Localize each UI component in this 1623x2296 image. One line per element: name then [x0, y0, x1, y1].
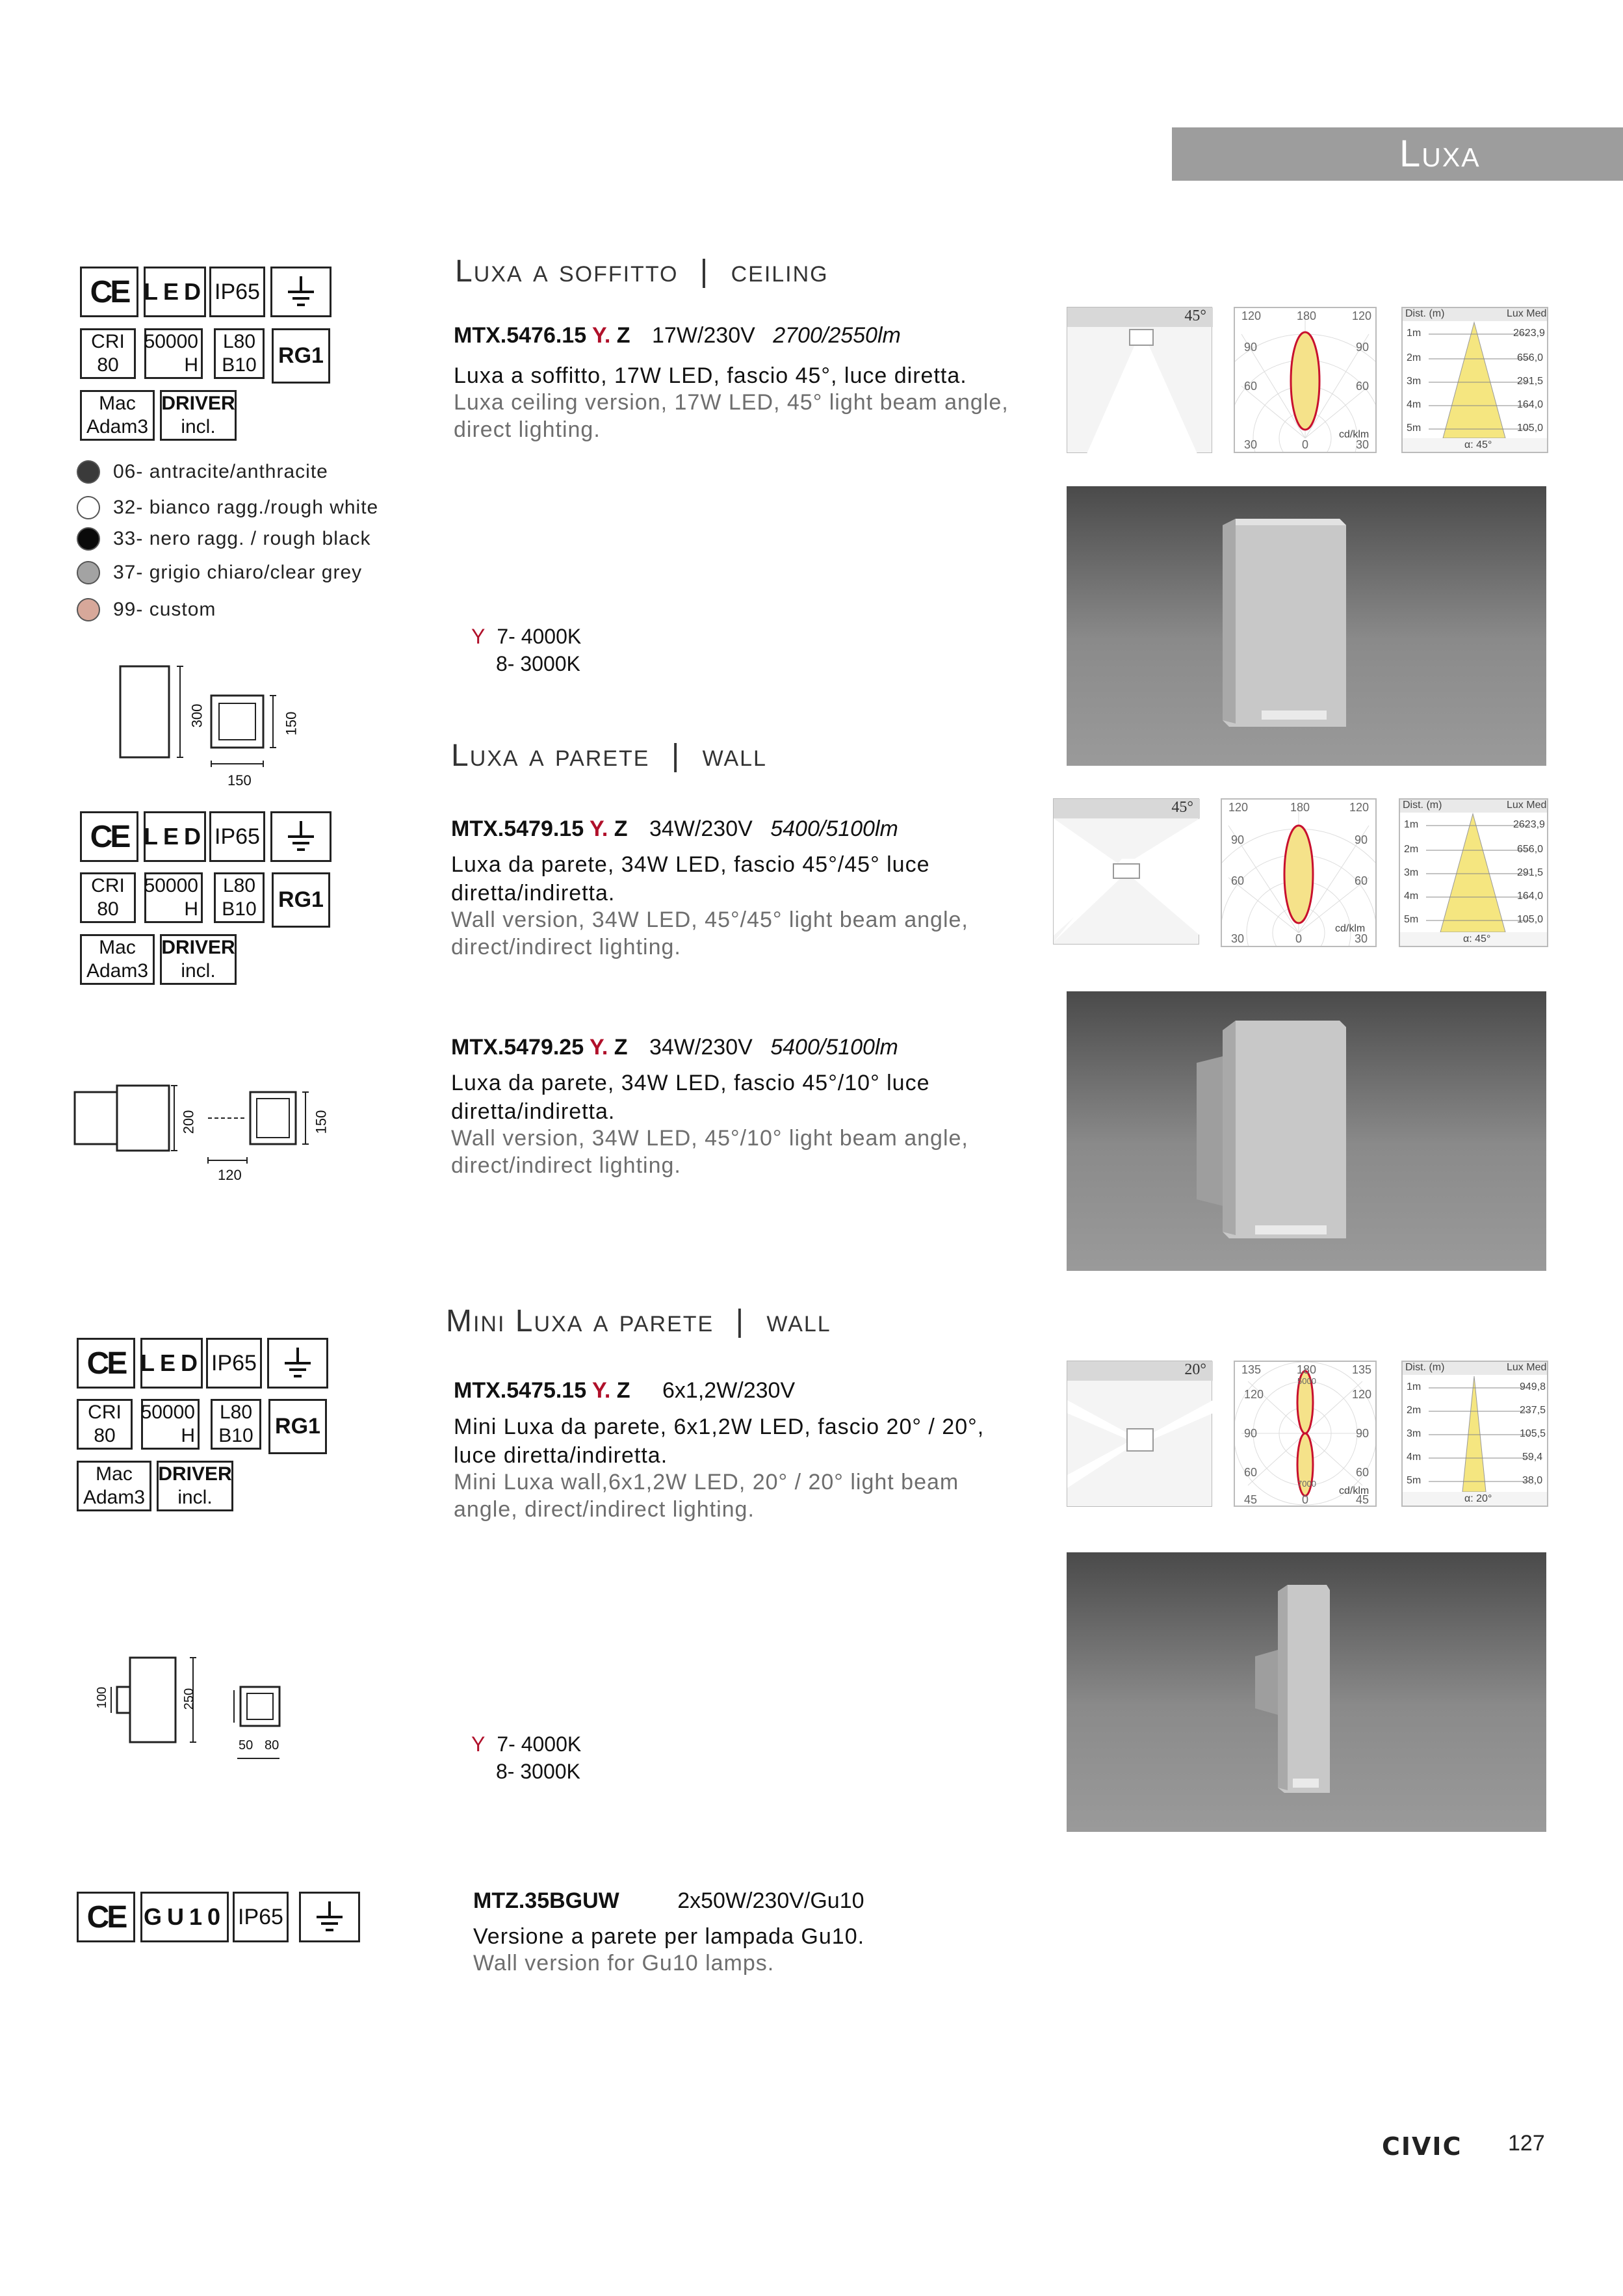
dimension-drawing-mini: 100 250 50 80: [94, 1651, 315, 1768]
illuminance-cone-diagram: Dist. (m) Lux Med 1m 2m 3m 4m 5m 949,8 237,5 105,5 59,4 38,0 α: 20°: [1401, 1361, 1548, 1507]
cri-mark: CRI 80: [77, 1399, 133, 1450]
ce-mark: CE: [80, 811, 138, 862]
l80-mark: L80 B10: [214, 328, 265, 379]
product-code: MTX.5476.15 Y. Z 17W/230V 2700/2550lm: [454, 323, 901, 348]
lifetime-mark: 50000 H: [144, 328, 203, 379]
product-code: MTZ.35BGUW 2x50W/230V/Gu10: [473, 1888, 864, 1913]
ground-icon: [270, 267, 331, 317]
ip65-mark: IP65: [206, 1338, 262, 1389]
finish-item: 06- antracite/anthracite: [77, 460, 328, 484]
section-title-ceiling: Luxa a soffitto | ceiling: [455, 254, 829, 289]
polar-curve-diagram: 120 180 120 90 90 60 60 30 0 30 cd/klm: [1221, 798, 1377, 947]
description-en: Wall version, 34W LED, 45°/10° light beam angle, direct/indirect lighting.: [451, 1126, 968, 1178]
polar-curve-diagram: 120 180 120 90 90 60 60 30 0 30 cd/klm: [1234, 307, 1377, 453]
product-code: MTX.5475.15 Y. Z 6x1,2W/230V: [454, 1378, 796, 1403]
brand-logo: CIVIC: [1382, 2132, 1462, 2161]
driver-mark: DRIVER incl.: [160, 934, 237, 985]
lifetime-mark: 50000 H: [144, 872, 203, 923]
description-it: Mini Luxa da parete, 6x1,2W LED, fascio 20° / 20°, luce diretta/indiretta.: [454, 1415, 985, 1468]
banner-title: Luxa: [1399, 133, 1481, 175]
dimension-drawing-wall: 200 150 120: [71, 1076, 344, 1186]
rg1-mark: RG1: [268, 1399, 327, 1454]
driver-mark: DRIVER incl.: [160, 390, 237, 441]
description-en: Wall version, 34W LED, 45°/45° light beam angle, direct/indirect lighting.: [451, 907, 968, 959]
ip65-mark: IP65: [209, 267, 265, 317]
finish-item: 99- custom: [77, 598, 216, 621]
cri-mark: CRI 80: [80, 872, 136, 923]
product-photo-ceiling: [1067, 486, 1546, 766]
description-it: Luxa a soffitto, 17W LED, fascio 45°, luce diretta.: [454, 363, 967, 388]
ip65-mark: IP65: [233, 1892, 289, 1942]
l80-mark: L80 B10: [211, 1399, 261, 1450]
product-code: MTX.5479.25 Y. Z 34W/230V 5400/5100lm: [451, 1035, 898, 1060]
swatch-anthracite: [77, 460, 100, 484]
led-mark: LED: [144, 267, 206, 317]
description-it: Versione a parete per lampada Gu10.: [473, 1924, 865, 1949]
ce-mark: CE: [77, 1892, 135, 1942]
dimension-drawing-ceiling: 300 150 150: [117, 657, 312, 800]
product-code: MTX.5479.15 Y. Z 34W/230V 5400/5100lm: [451, 816, 898, 841]
lifetime-mark: 50000 H: [141, 1399, 200, 1450]
description-en: Mini Luxa wall,6x1,2W LED, 20° / 20° light beam angle, direct/indirect lighting.: [454, 1470, 959, 1522]
beam-diagram: 45°: [1067, 307, 1212, 453]
polar-curve-diagram: 135 180 135 5000 120 120 90 90 60 60 7000 cd/klm 45 0 45: [1234, 1361, 1377, 1507]
product-photo-mini-wall: [1067, 1552, 1546, 1832]
macadam-mark: Mac Adam3: [80, 390, 155, 441]
ground-icon: [267, 1338, 328, 1389]
description-it: Luxa da parete, 34W LED, fascio 45°/45° luce diretta/indiretta.: [451, 852, 930, 906]
beam-diagram: 45°: [1053, 798, 1199, 945]
finish-item: 33- nero ragg. / rough black: [77, 527, 371, 551]
section-title-mini-wall: Mini Luxa a parete | wall: [446, 1304, 831, 1338]
swatch-black: [77, 527, 100, 551]
ce-mark: CE: [80, 267, 138, 317]
illuminance-cone-diagram: Dist. (m) Lux Med 1m 2m 3m 4m 5m 2623,9 656,0 291,5 164,0 105,0 α: 45°: [1399, 798, 1548, 947]
color-temperatures: Y 7- 4000K 8- 3000K: [471, 625, 582, 675]
illuminance-cone-diagram: Dist. (m) Lux Med 1m 2m 3m 4m 5m 2623,9 656,0 291,5 164,0 105,0 α: 45°: [1401, 307, 1548, 453]
macadam-mark: Mac Adam3: [77, 1461, 151, 1511]
description-en: Wall version for Gu10 lamps.: [473, 1951, 775, 1976]
ground-icon: [270, 811, 331, 862]
finish-item: 32- bianco ragg./rough white: [77, 496, 378, 519]
section-title-wall: Luxa a parete | wall: [451, 738, 767, 773]
led-mark: LED: [140, 1338, 203, 1389]
swatch-grey: [77, 561, 100, 584]
ground-icon: [299, 1892, 360, 1942]
section-banner: [1172, 127, 1623, 181]
swatch-white: [77, 496, 100, 519]
macadam-mark: Mac Adam3: [80, 934, 155, 985]
ce-mark: CE: [77, 1338, 135, 1389]
beam-diagram: 20°: [1067, 1361, 1212, 1507]
led-mark: LED: [144, 811, 206, 862]
description-it: Luxa da parete, 34W LED, fascio 45°/10° luce diretta/indiretta.: [451, 1071, 930, 1124]
color-temperatures: Y 7- 4000K 8- 3000K: [471, 1732, 582, 1783]
driver-mark: DRIVER incl.: [157, 1461, 233, 1511]
ip65-mark: IP65: [209, 811, 265, 862]
cri-mark: CRI 80: [80, 328, 136, 379]
product-photo-wall: [1067, 991, 1546, 1271]
l80-mark: L80 B10: [214, 872, 265, 923]
description-en: Luxa ceiling version, 17W LED, 45° light beam angle, direct lighting.: [454, 390, 1009, 442]
page-number: 127: [1508, 2131, 1545, 2156]
gu10-mark: GU10: [140, 1892, 229, 1942]
swatch-custom: [77, 598, 100, 621]
rg1-mark: RG1: [272, 872, 330, 928]
finish-item: 37- grigio chiaro/clear grey: [77, 561, 362, 584]
rg1-mark: RG1: [272, 328, 330, 384]
